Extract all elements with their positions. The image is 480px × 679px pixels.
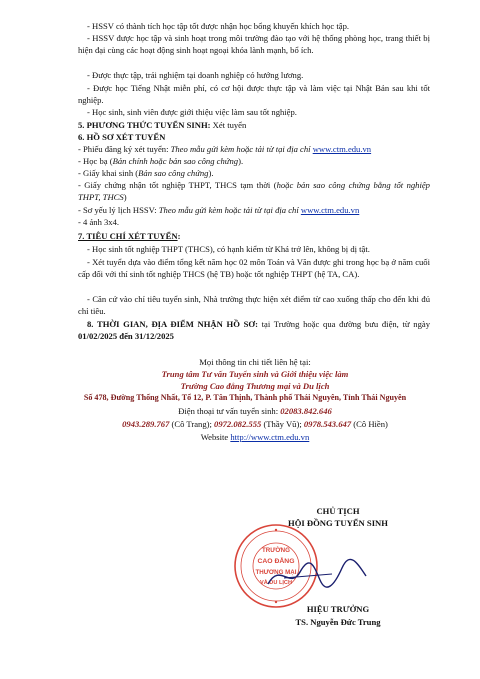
phone-label: Điện thoại tư vấn tuyển sinh: (178, 406, 281, 416)
section-6-item-5 (78, 204, 430, 216)
item-5-italic: Theo mẫu gửi kèm hoặc tải từ tại địa chỉ (158, 205, 301, 215)
item-2-prefix: - Học bạ ( (78, 156, 113, 166)
section-7-colon: : (177, 231, 181, 241)
item-3-italic: Bản sao công chứng (138, 168, 209, 178)
item-4-prefix: - Giấy chứng nhận tốt nghiệp THPT, THCS tạm thời ( (78, 180, 277, 190)
svg-text:CAO ĐẲNG: CAO ĐẲNG (257, 558, 295, 565)
item-5-prefix: - Sơ yếu lý lịch HSSV: (78, 205, 159, 215)
mobile-line (40, 418, 470, 430)
section-5-heading: 5. PHƯƠNG THỨC TUYỂN SINH: (78, 120, 211, 130)
signature-title-1: CHỦ TỊCH (316, 506, 360, 516)
section-8-text: tại Trường hoặc qua đường bưu điện, từ ngày (257, 319, 430, 329)
website-link-2[interactable]: www.ctm.edu.vn (300, 205, 360, 215)
item-1-prefix: - Phiếu đăng ký xét tuyển: (78, 144, 171, 154)
benefit-environment: - HSSV được học tập và sinh hoạt trong môi trường đào tạo với hệ thống phòng học, trang thiết bị hiện đại cùng các hoạt động sinh hoạt ngoại khóa lành mạnh, bổ ích. (78, 33, 430, 56)
section-6-item-6: - 4 ảnh 3x4. (78, 217, 120, 227)
mobile-2-name: (Thầy Vũ); (261, 419, 304, 429)
website-url-link[interactable]: http://www.ctm.edu.vn (230, 432, 310, 442)
criteria-2: - Xét tuyển dựa vào điểm tổng kết năm học 02 môn Toán và Văn được ghi trong học bạ ở năm cuối cấp đối với thí sinh tốt nghiệp THCS (hệ TB) hoặc tốt nghiệp THPT (hệ TA, CA). (78, 257, 430, 280)
section-7-heading-line (78, 230, 430, 242)
section-8 (78, 318, 430, 342)
benefit-internship: - Được thực tập, trải nghiệm tại doanh nghiệp có hướng lương. (87, 70, 304, 80)
center-name: Trung tâm Tư vấn Tuyển sinh và Giới thiệu việc làm (161, 369, 349, 379)
item-4-italic: hoặc bản sao công chứng bằng tốt nghiệp THPT, THCS (78, 180, 430, 203)
item-3-prefix: - Giấy khai sinh ( (78, 168, 139, 178)
criteria-1: - Học sinh tốt nghiệp THPT (THCS), có hạnh kiểm từ Khá trở lên, không bị dị tật. (87, 244, 370, 254)
benefit-japanese: - Được học Tiếng Nhật miễn phí, có cơ hội được thực tập và làm việc tại Nhật Bản sau khi tốt nghiệp. (78, 83, 430, 106)
section-6-heading: 6. HỒ SƠ XÉT TUYỂN (78, 132, 166, 142)
svg-text:VÀ DU LỊCH: VÀ DU LỊCH (259, 580, 293, 586)
section-5 (78, 119, 430, 131)
benefit-scholarship: - HSSV có thành tích học tập tốt được nhận học bổng khuyến khích học tập. (87, 21, 350, 31)
school-name: Trường Cao đẳng Thương mại và Du lịch (180, 381, 330, 391)
signature-title-2: HỘI ĐỒNG TUYỂN SINH (288, 518, 388, 528)
phone-main: 02083.842.646 (280, 406, 332, 416)
section-8-heading: 8. THỜI GIAN, ĐỊA ĐIỂM NHẬN HỒ SƠ: (87, 319, 258, 329)
mobile-3-name: (Cô Hiền) (351, 419, 388, 429)
mobile-1: 0943.289.767 (122, 419, 170, 429)
contact-intro: Mọi thông tin chi tiết liên hệ tại: (199, 357, 311, 367)
website-line (40, 431, 470, 443)
criteria-3: - Căn cứ vào chỉ tiêu tuyển sinh, Nhà trường thực hiện xét điểm từ cao xuống thấp cho đến khi đủ chỉ tiêu. (78, 294, 430, 317)
section-5-text: Xét tuyển (210, 120, 247, 130)
mobile-1-name: (Cô Trang); (169, 419, 215, 429)
signer-name: TS. Nguyễn Đức Trung (295, 617, 381, 627)
svg-text:TRƯỜNG: TRƯỜNG (262, 547, 290, 554)
item-4-suffix: ) (123, 192, 127, 203)
mobile-2: 0972.082.555 (214, 419, 262, 429)
item-3-suffix: ). (208, 168, 214, 178)
section-6-item-2 (78, 155, 430, 167)
section-6-item-1 (78, 143, 430, 155)
phone-line (40, 405, 470, 417)
handwritten-signature (259, 556, 372, 596)
website-label: Website (200, 432, 231, 442)
section-6-item-4 (78, 179, 430, 203)
svg-text:THƯƠNG MẠI: THƯƠNG MẠI (255, 569, 297, 576)
section-8-dates: 01/02/2025 đến 31/12/2025 (78, 331, 174, 342)
item-1-italic: Theo mẫu gửi kèm hoặc tải từ tại địa chỉ (170, 144, 313, 154)
item-2-italic: Bản chính hoặc bản sao công chứng (112, 156, 239, 166)
mobile-3: 0978.543.647 (303, 419, 352, 429)
website-link[interactable]: www.ctm.edu.vn (312, 144, 372, 154)
item-2-suffix: ). (238, 156, 244, 166)
benefit-job-referral: - Học sinh, sinh viên được giới thiệu việc làm sau tốt nghiệp. (87, 107, 297, 117)
signature-title-3: HIỆU TRƯỞNG (306, 604, 370, 614)
address: Số 478, Đường Thống Nhất, Tổ 12, P. Tân Thịnh, Thành phố Thái Nguyên, Tỉnh Thái Nguyên (83, 393, 407, 402)
section-6-item-3 (78, 167, 430, 179)
section-7-heading: 7. TIÊU CHÍ XÉT TUYỂN (78, 231, 178, 241)
